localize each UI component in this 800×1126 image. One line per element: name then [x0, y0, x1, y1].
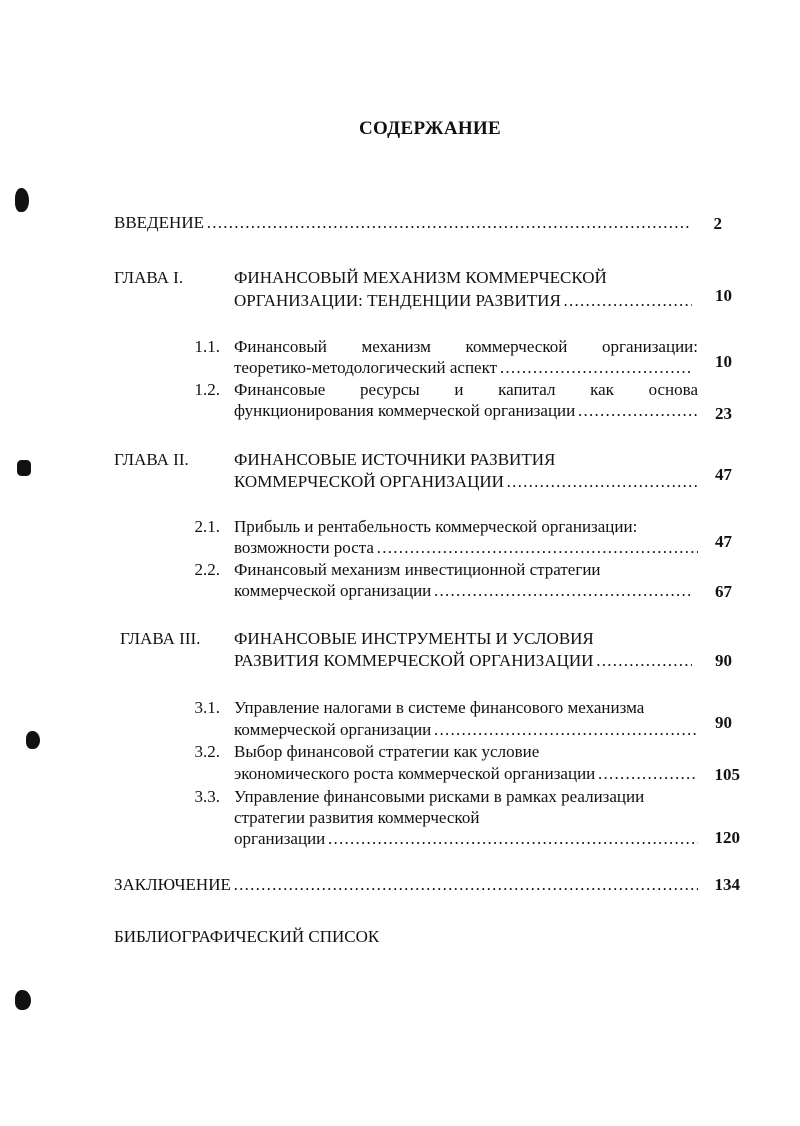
- section-1-1-line-2[interactable]: теоретико-методологический аспект . . .: [234, 357, 692, 378]
- section-3-1-line-2[interactable]: коммерческой организации . . .: [234, 719, 698, 740]
- chapter-3-label: ГЛАВА III.: [120, 629, 201, 648]
- section-3-3-line-2[interactable]: стратегии развития коммерческой: [234, 808, 480, 827]
- chapter-3-title-line-2[interactable]: РАЗВИТИЯ КОММЕРЧЕСКОЙ ОРГАНИЗАЦИИ . . .: [234, 650, 692, 671]
- chapter-2-page-number: 47: [715, 465, 732, 484]
- chapter-1-title-line-1[interactable]: ФИНАНСОВЫЙ МЕХАНИЗМ КОММЕРЧЕСКОЙ: [234, 268, 607, 287]
- section-3-1-page-number: 90: [715, 713, 732, 732]
- section-1-2-number: 1.2.: [194, 380, 220, 399]
- section-3-3-page-number: 120: [714, 828, 740, 847]
- section-2-2-line-2[interactable]: коммерческой организации . . .: [234, 580, 692, 601]
- chapter-1-page-number: 10: [715, 286, 732, 305]
- section-3-3-line-3[interactable]: организации . . .: [234, 828, 698, 849]
- conclusion-page-number: 134: [714, 875, 740, 894]
- section-3-1-line-1[interactable]: Управление налогами в системе финансового механизма: [234, 698, 645, 717]
- chapter-1-label: ГЛАВА I.: [114, 268, 184, 287]
- chapter-2-title-line-1[interactable]: ФИНАНСОВЫЕ ИСТОЧНИКИ РАЗВИТИЯ: [234, 450, 556, 469]
- section-1-1-line-1[interactable]: Финансовый механизм коммерческой организации:: [234, 337, 698, 356]
- chapter-2-label: ГЛАВА II.: [114, 450, 189, 469]
- toc-entry-conclusion[interactable]: [114, 874, 698, 895]
- section-2-1-line-2[interactable]: возможности роста . . .: [234, 537, 698, 558]
- section-3-2-number: 3.2.: [194, 742, 220, 761]
- section-2-1-page-number: 47: [715, 532, 732, 551]
- section-3-2-page-number: 105: [714, 765, 740, 784]
- section-2-2-page-number: 67: [715, 582, 732, 601]
- introduction-label: ВВЕДЕНИЕ: [114, 213, 204, 232]
- section-1-2-line-2[interactable]: функционирования коммерческой организации . . .: [234, 400, 698, 421]
- scan-blot-decoration: [26, 731, 40, 749]
- chapter-3-page-number: 90: [715, 651, 732, 670]
- section-3-1-number: 3.1.: [194, 698, 220, 717]
- section-1-1-number: 1.1.: [194, 337, 220, 356]
- chapter-1-title-line-2[interactable]: ОРГАНИЗАЦИИ: ТЕНДЕНЦИИ РАЗВИТИЯ . . .: [234, 290, 692, 311]
- chapter-2-title-line-2[interactable]: КОММЕРЧЕСКОЙ ОРГАНИЗАЦИИ . . .: [234, 471, 698, 492]
- section-3-3-number: 3.3.: [194, 787, 220, 806]
- conclusion-label: ЗАКЛЮЧЕНИЕ: [114, 875, 231, 894]
- section-2-1-line-1[interactable]: Прибыль и рентабельность коммерческой организации:: [234, 517, 638, 536]
- toc-entry-bibliography[interactable]: БИБЛИОГРАФИЧЕСКИЙ СПИСОК: [114, 927, 380, 946]
- section-2-2-number: 2.2.: [194, 560, 220, 579]
- toc-entry-introduction[interactable]: [114, 212, 689, 233]
- section-3-2-line-1[interactable]: Выбор финансовой стратегии как условие: [234, 742, 540, 761]
- scan-blot-decoration: [15, 990, 31, 1010]
- scan-blot-decoration: [17, 460, 31, 476]
- section-1-2-line-1[interactable]: Финансовые ресурсы и капитал как основа: [234, 380, 698, 399]
- page-title: СОДЕРЖАНИЕ: [359, 118, 501, 139]
- scan-blot-decoration: [15, 188, 29, 212]
- section-3-2-line-2[interactable]: экономического роста коммерческой организации . . .: [234, 763, 698, 784]
- section-1-2-page-number: 23: [715, 404, 732, 423]
- chapter-3-title-line-1[interactable]: ФИНАНСОВЫЕ ИНСТРУМЕНТЫ И УСЛОВИЯ: [234, 629, 594, 648]
- section-2-1-number: 2.1.: [194, 517, 220, 536]
- section-2-2-line-1[interactable]: Финансовый механизм инвестиционной стратегии: [234, 560, 601, 579]
- section-1-1-page-number: 10: [715, 352, 732, 371]
- introduction-page-number: 2: [713, 214, 722, 233]
- section-3-3-line-1[interactable]: Управление финансовыми рисками в рамках реализации: [234, 787, 645, 806]
